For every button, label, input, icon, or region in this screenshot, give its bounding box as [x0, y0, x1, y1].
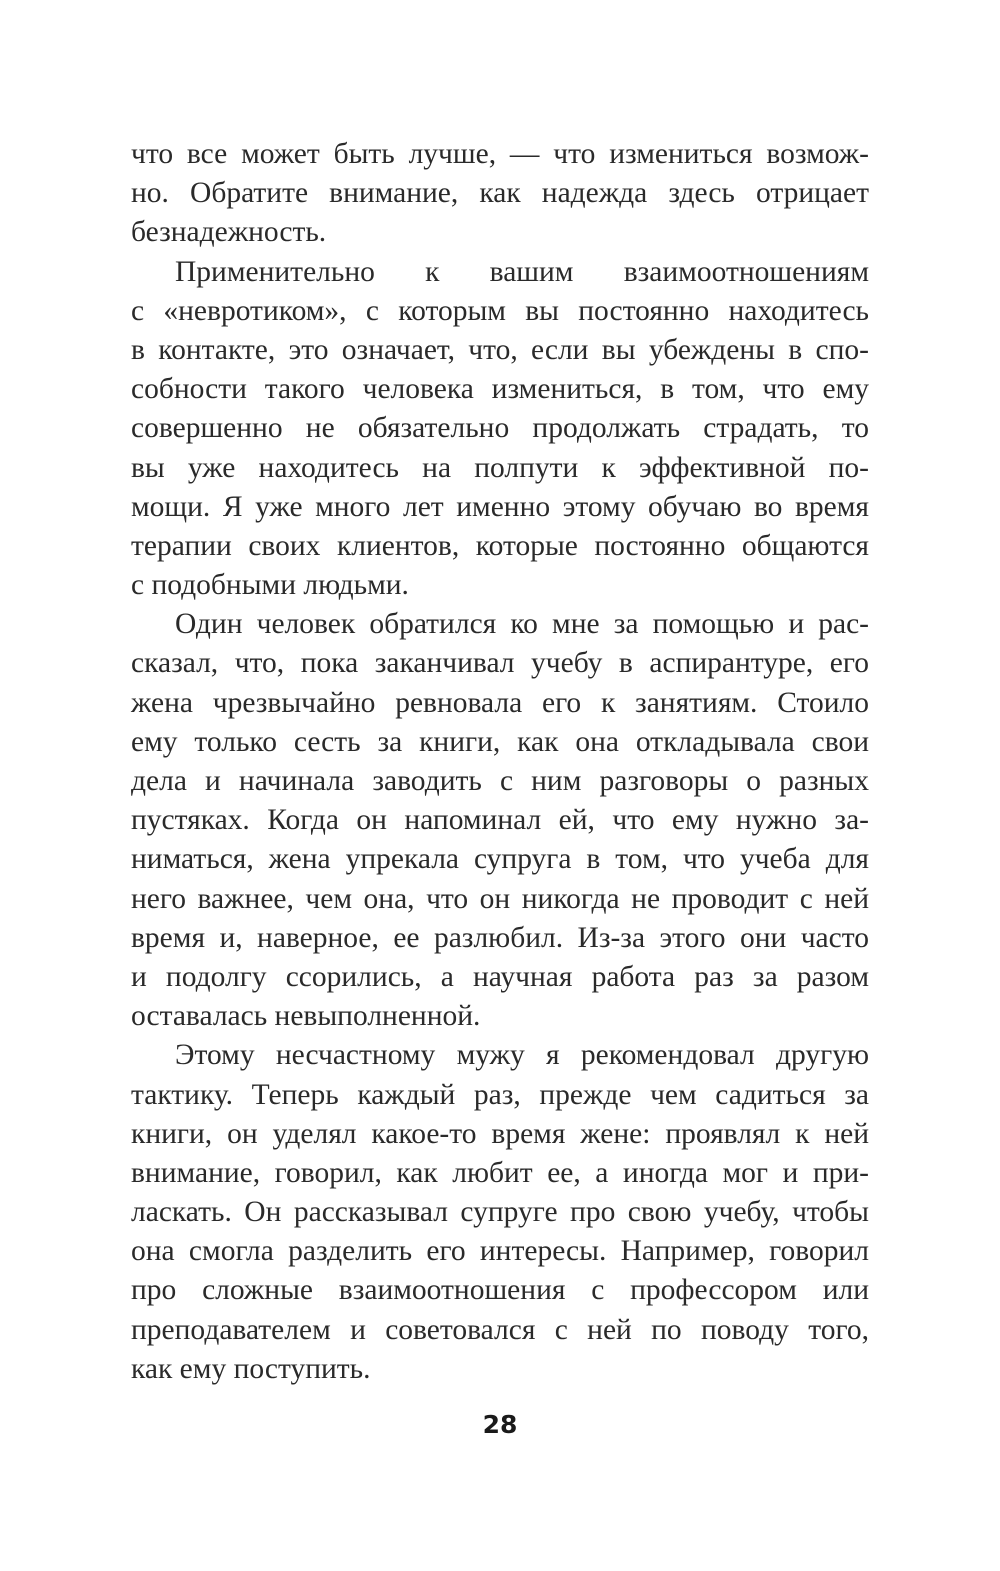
text-line: что все может быть лучше, — что измениться возмож- [131, 138, 869, 170]
body-text [131, 135, 869, 1389]
text-line: мощи. Я уже много лет именно этому обучаю во время [131, 490, 869, 523]
text-line: она смогла разделить его интересы. Например, говорил [131, 1235, 869, 1268]
text-line: преподавателем и советовался с ней по поводу того, [131, 1313, 869, 1346]
text-line: но. Обратите внимание, как надежда здесь отрицает [131, 177, 869, 210]
text-line: ему только сесть за книги, как она откладывала свои [131, 725, 869, 758]
text-line: внимание, говорил, как любит ее, а иногда мог и при- [131, 1156, 869, 1189]
text-line: него важнее, чем она, что он никогда не проводит с ней [131, 882, 869, 915]
text-line: сказал, что, пока заканчивал учебу в аспирантуре, его [131, 647, 869, 680]
text-line: время и, наверное, ее разлюбил. Из-за этого они часто [131, 921, 869, 954]
text-line: жена чрезвычайно ревновала его к занятиям. Стоило [131, 686, 869, 719]
text-line: тактику. Теперь каждый раз, прежде чем садиться за [131, 1078, 869, 1111]
text-line: книги, он уделял какое-то время жене: проявлял к ней [131, 1117, 869, 1150]
text-line: дела и начинала заводить с ним разговоры о разных [131, 765, 869, 797]
text-line: ласкать. Он рассказывал супруге про свою учебу, чтобы [131, 1196, 869, 1229]
text-line: пустяках. Когда он напоминал ей, что ему нужно за- [131, 804, 869, 837]
text-line: терапии своих клиентов, которые постоянно общаются [131, 529, 869, 562]
text-line: вы уже находитесь на полпути к эффективной по- [131, 451, 869, 484]
text-line: и подолгу ссорились, а научная работа раз за разом [131, 960, 869, 993]
text-line: с «невротиком», с которым вы постоянно находитесь [131, 294, 869, 327]
text-line: ниматься, жена упрекала супруга в том, что учеба для [131, 843, 869, 876]
page-number: 28 [482, 1410, 518, 1439]
text-line: Один человек обратился ко мне за помощью и рас- [175, 608, 869, 641]
text-line: оставалась невыполненной. [131, 1000, 481, 1033]
text-line: про сложные взаимоотношения с профессором или [131, 1274, 869, 1307]
text-line: как ему поступить. [131, 1352, 371, 1385]
text-line: совершенно не обязательно продолжать страдать, то [131, 412, 869, 445]
text-line: в контакте, это означает, что, если вы убеждены в спо- [131, 333, 869, 366]
text-line: собности такого человека измениться, в том, что ему [131, 373, 869, 406]
text-line: с подобными людьми. [131, 569, 409, 602]
text-line: безнадежность. [131, 216, 327, 249]
text-line: Применительно к вашим взаимоотношениям [175, 255, 869, 288]
text-line: Этому несчастному мужу я рекомендовал другую [175, 1039, 869, 1072]
